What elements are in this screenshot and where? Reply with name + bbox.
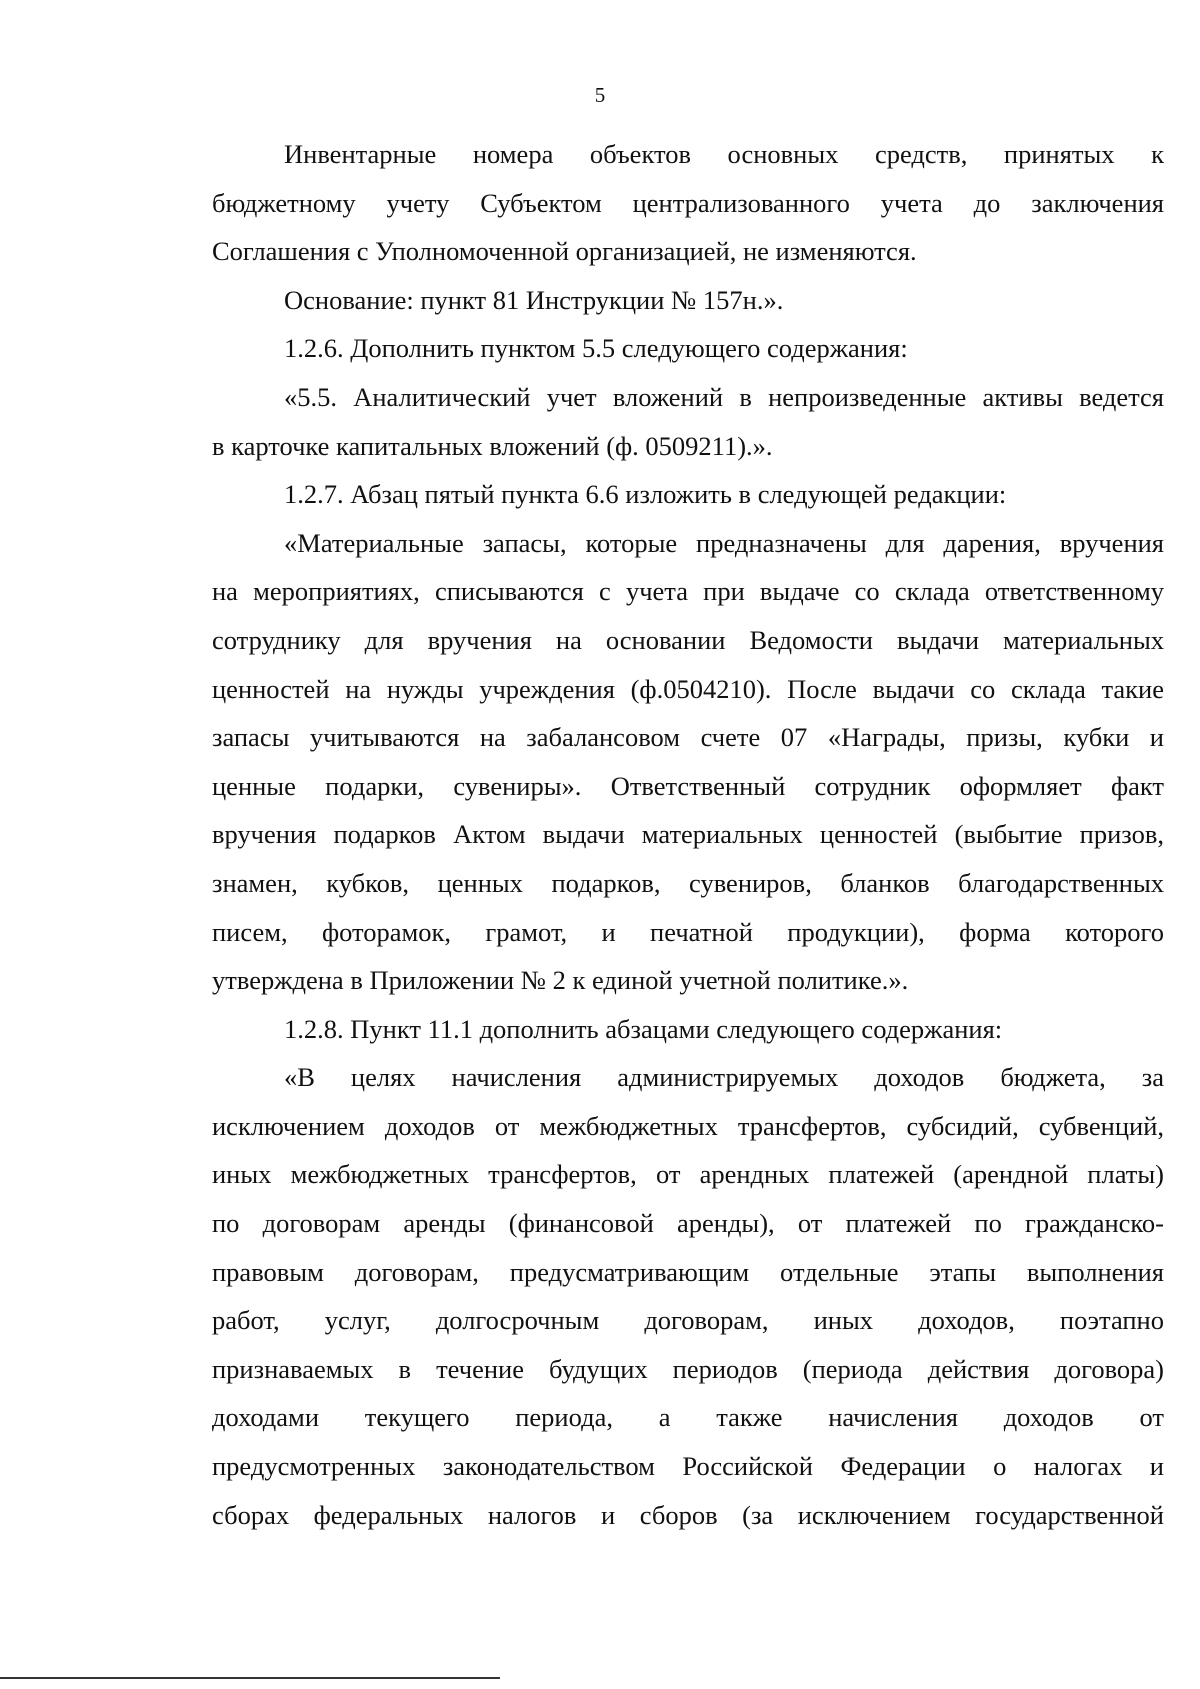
text-line: Соглашения с Уполномоченной организацией, не изменяются. [212, 236, 917, 267]
text-line: на мероприятиях, списываются с учета при выдаче со склада ответственному [212, 576, 1164, 607]
text-line: работ, услуг, долгосрочным договорам, иных доходов, поэтапно [212, 1305, 1164, 1336]
text-line: Инвентарные номера объектов основных средств, принятых к [284, 139, 1164, 169]
text-line: правовым договорам, предусматривающим отдельные этапы выполнения [212, 1256, 1164, 1287]
text-line: сборах федеральных налогов и сборов (за исключением государственной [212, 1499, 1164, 1530]
text-line: сотруднику для вручения на основании Ведомости выдачи материальных [212, 624, 1164, 655]
text-line: бюджетному учету Субъектом централизованного учета до заключения [212, 187, 1164, 218]
text-line: 1.2.7. Абзац пятый пункта 6.6 изложить в следующей редакции: [284, 479, 1007, 510]
text-line: вручения подарков Актом выдачи материальных ценностей (выбытие призов, [212, 819, 1164, 850]
text-line: ценные подарки, сувениры». Ответственный сотрудник оформляет факт [212, 770, 1164, 801]
text-line: Основание: пункт 81 Инструкции № 157н.». [284, 284, 784, 315]
text-line: 1.2.8. Пункт 11.1 дополнить абзацами следующего содержания: [284, 1013, 1003, 1044]
text-line: ценностей на нужды учреждения (ф.0504210). После выдачи со склада такие [212, 673, 1164, 704]
text-line: в карточке капитальных вложений (ф. 0509211).». [212, 430, 773, 461]
text-line: утверждена в Приложении № 2 к единой учетной политике.». [212, 965, 909, 996]
text-line: писем, фоторамок, грамот, и печатной продукции), форма которого [212, 916, 1164, 947]
text-line: иных межбюджетных трансфертов, от арендных платежей (арендной платы) [212, 1159, 1164, 1190]
text-line: доходами текущего периода, а также начисления доходов от [212, 1402, 1164, 1433]
text-line: «5.5. Аналитический учет вложений в непроизведенные активы ведется [284, 381, 1164, 412]
text-line: признаваемых в течение будущих периодов (периода действия договора) [212, 1353, 1164, 1384]
document-body [212, 130, 1164, 1539]
page-number: 5 [594, 83, 606, 107]
text-line: предусмотренных законодательством Российской Федерации о налогах и [212, 1451, 1164, 1482]
text-line: исключением доходов от межбюджетных трансфертов, субсидий, субвенций, [212, 1110, 1164, 1141]
footer-divider [0, 1677, 500, 1679]
text-line: запасы учитываются на забалансовом счете 07 «Награды, призы, кубки и [212, 722, 1164, 753]
text-line: «Материальные запасы, которые предназначены для дарения, вручения [284, 527, 1164, 558]
text-line: 1.2.6. Дополнить пунктом 5.5 следующего содержания: [284, 333, 908, 364]
text-line: по договорам аренды (финансовой аренды), от платежей по гражданско- [212, 1208, 1164, 1239]
text-line: «В целях начисления администрируемых доходов бюджета, за [284, 1062, 1164, 1093]
text-line: знамен, кубков, ценных подарков, сувениров, бланков благодарственных [212, 867, 1164, 898]
